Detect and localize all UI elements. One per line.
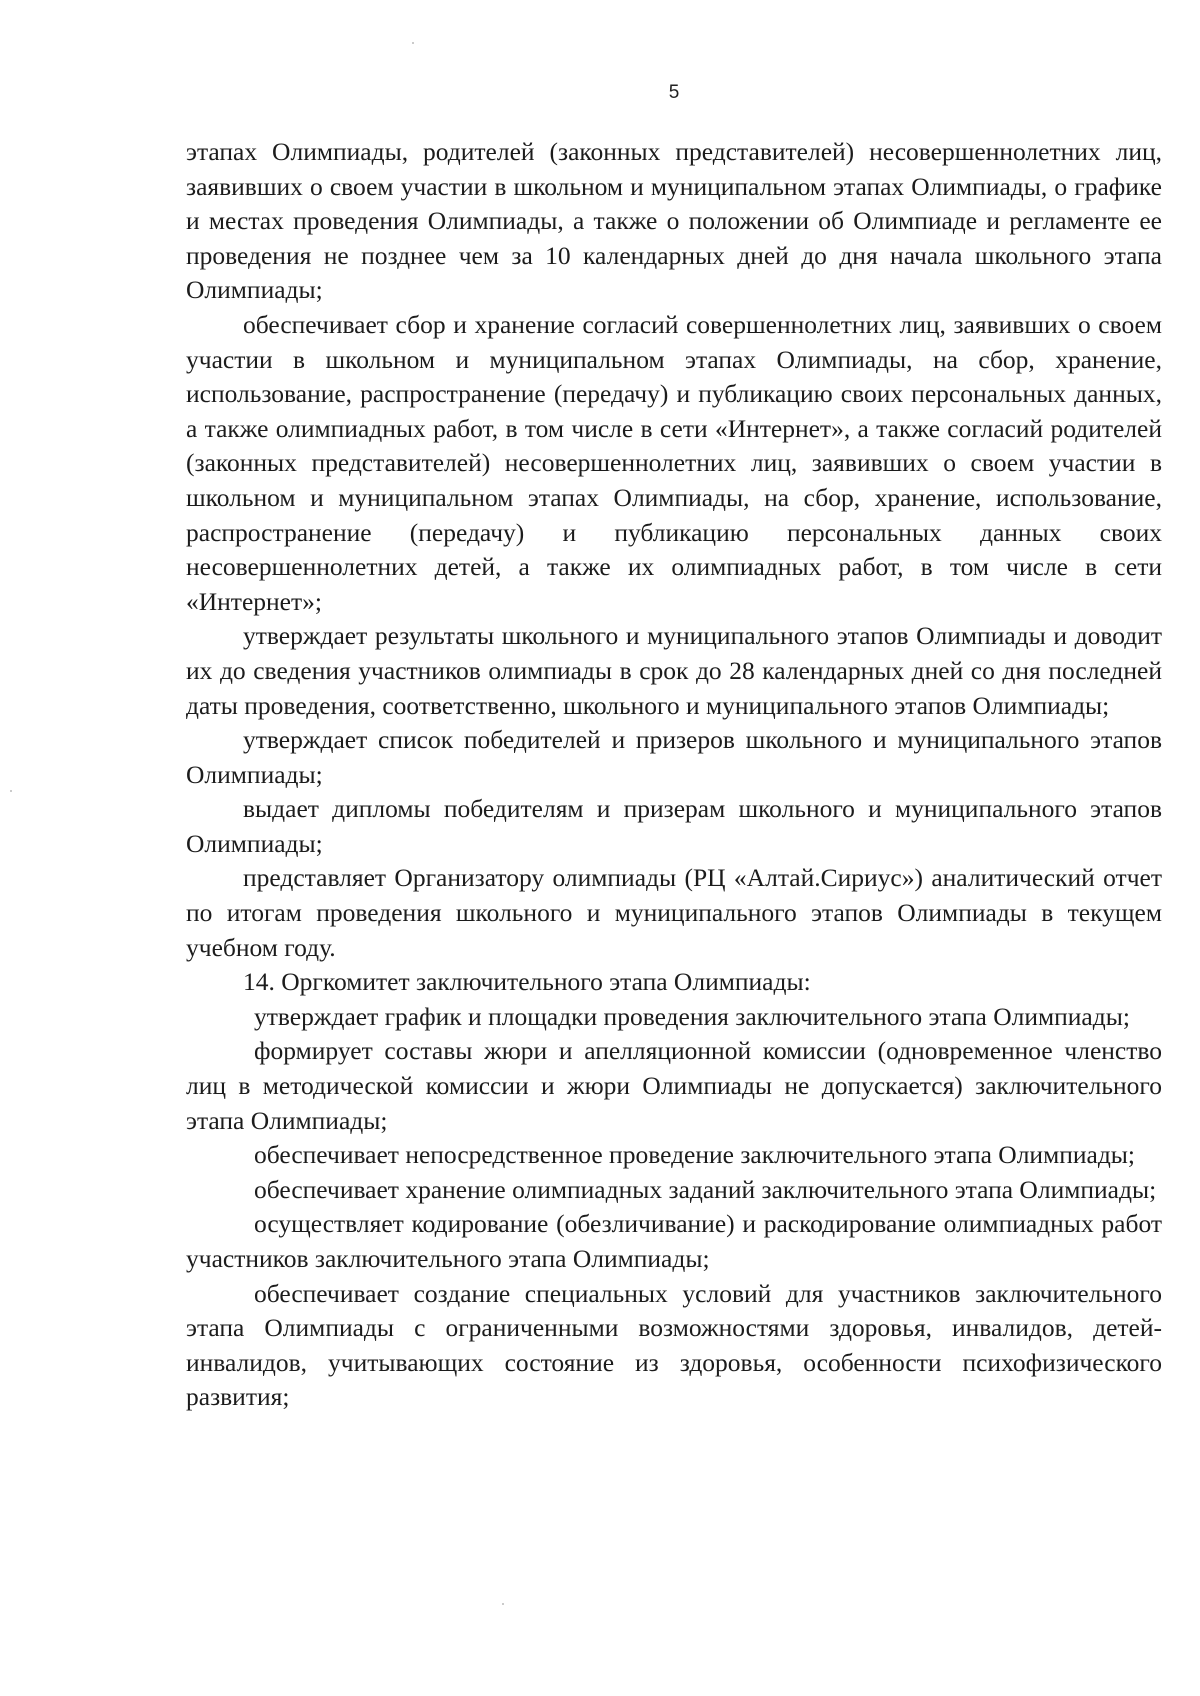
paragraph-store-tasks: обеспечивает хранение олимпиадных заданий заключительного этапа Олимпиады; [254,1174,1157,1204]
section-heading-14: 14. Оргкомитет заключительного этапа Олимпиады: [243,967,811,997]
paragraph-conduct-final-stage: обеспечивает непосредственное проведение заключительного этапа Олимпиады; [254,1140,1136,1170]
paragraph-coding-works: осуществляет кодирование (обезличивание) и раскодирование олимпиадных работ участников заключительного этапа Олимпиады; [186,1209,1162,1273]
scan-speck [502,1603,504,1605]
paragraph-approve-results: утверждает результаты школьного и муниципального этапов Олимпиады и доводит их до сведения участников олимпиады в срок до 28 календарных дней со дня последней даты проведения, соответственно, школьного и муниципального этапов Олимпиады; [186,621,1162,720]
paragraph-issue-diplomas: выдает дипломы победителям и призерам школьного и муниципального этапов Олимпиады; [186,794,1162,858]
paragraph-consent-collection: обеспечивает сбор и хранение согласий совершеннолетних лиц, заявивших о своем участии в школьном и муниципальном этапах Олимпиады, на сбор, хранение, использование, распространение (передачу) и публикацию своих персональных данных, а также олимпиадных работ, в том числе в сети «Интернет», а также согласий родителей (законных представителей) несовершеннолетних лиц, заявивших о своем участии в школьном и муниципальном этапах Олимпиады, на сбор, хранение, использование, распространение (передачу) и публикацию персональных данных своих несовершеннолетних детей, а также их олимпиадных работ, в том числе в сети «Интернет»; [186,309,1162,616]
page-number: 5 [668,82,680,103]
paragraph-approve-winners-list: утверждает список победителей и призеров школьного и муниципального этапов Олимпиады; [186,725,1162,789]
paragraph-approve-schedule: утверждает график и площадки проведения заключительного этапа Олимпиады; [254,1001,1130,1031]
paragraph-continuation: этапах Олимпиады, родителей (законных представителей) несовершеннолетних лиц, заявивших о своем участии в школьном и муниципальном этапах Олимпиады, о графике и местах проведения Олимпиады, а также о положении об Олимпиаде и регламенте ее проведения не позднее чем за 10 календарных дней до дня начала школьного этапа Олимпиады; [186,137,1162,305]
document-body [186,135,1162,1415]
scan-speck [10,790,12,792]
paragraph-analytical-report: представляет Организатору олимпиады (РЦ «Алтай.Сириус») аналитический отчет по итогам проведения школьного и муниципального этапов Олимпиады в текущем учебном году. [186,863,1162,962]
paragraph-special-conditions: обеспечивает создание специальных условий для участников заключительного этапа Олимпиады с ограниченными возможностями здоровья, инвалидов, детей-инвалидов, учитывающих состояние из здоровья, особенности психофизического развития; [186,1278,1162,1412]
scan-speck [412,42,414,44]
paragraph-form-jury: формирует составы жюри и апелляционной комиссии (одновременное членство лиц в методической комиссии и жюри Олимпиады не допускается) заключительного этапа Олимпиады; [186,1036,1162,1135]
